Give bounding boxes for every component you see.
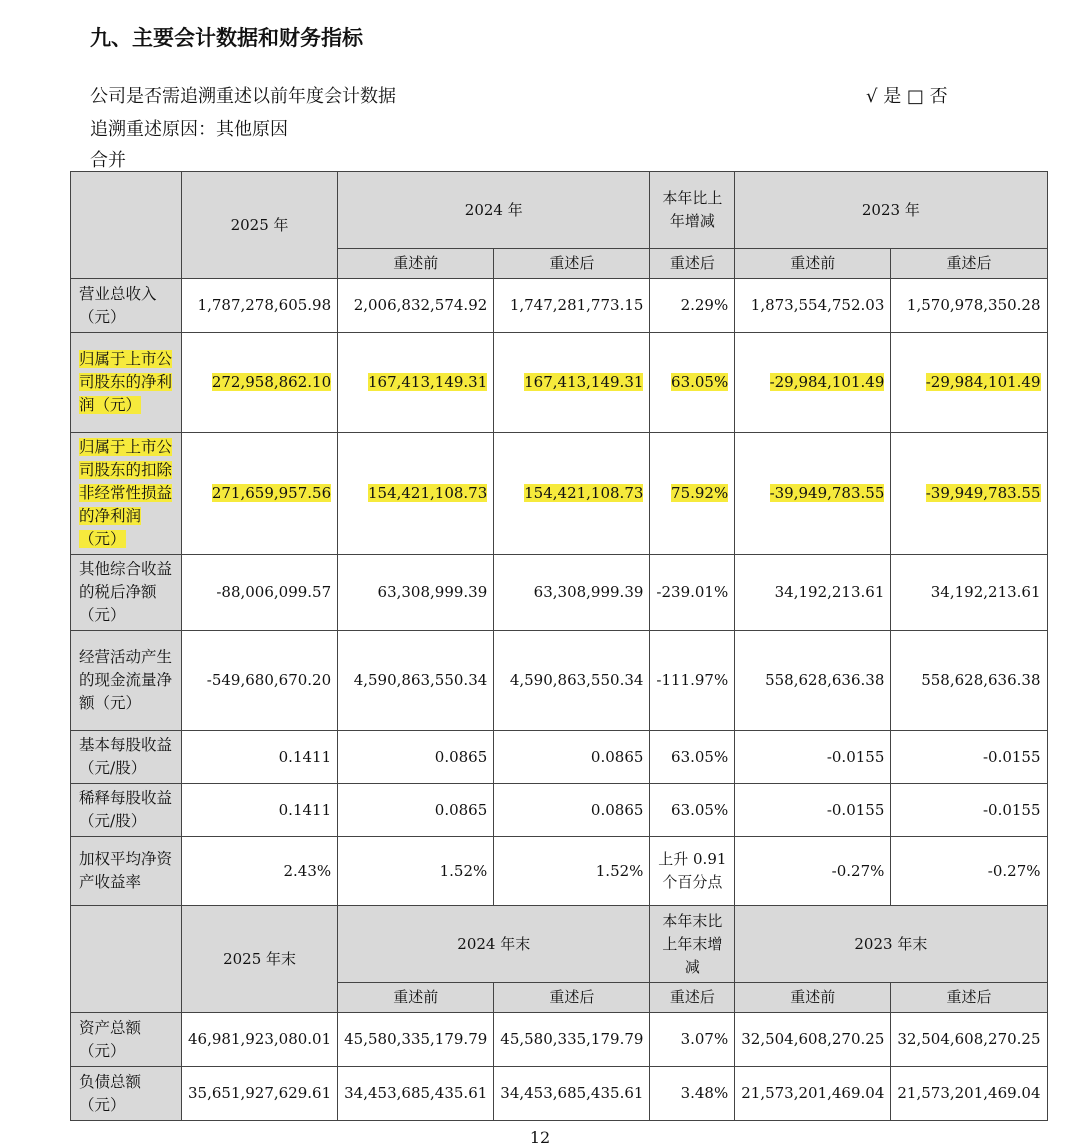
highlighted-value: 75.92% [671,484,729,502]
cell: 2.29% [650,279,735,333]
cell: -0.27% [891,837,1047,906]
highlighted-label: 归属于上市公司股东的净利润（元） [79,350,173,414]
restate-reason: 追溯重述原因：其他原因 [90,119,288,140]
header2-2024-after: 重述后 [494,983,650,1013]
table-row [71,555,1048,631]
section-heading: 九、主要会计数据和财务指标 [90,26,363,50]
cell: 1.52% [338,837,494,906]
cell: 45,580,335,179.79 [338,1013,494,1067]
restate-choice: √ 是 □ 否 [866,86,948,107]
cell [182,333,338,433]
header2-2023-before: 重述前 [735,983,891,1013]
cell: 3.07% [650,1013,735,1067]
cell: 0.0865 [338,731,494,784]
cell: 1,787,278,605.98 [182,279,338,333]
table-row [71,837,1048,906]
cell: 558,628,636.38 [735,631,891,731]
row-label [71,333,182,433]
header-2023-before: 重述前 [735,249,891,279]
table-row [71,731,1048,784]
cell: 34,453,685,435.61 [494,1067,650,1121]
highlighted-value: 272,958,862.10 [211,373,332,391]
header2-change: 本年末比上年末增减 [650,906,735,983]
cell: -111.97% [650,631,735,731]
cell: 35,651,927,629.61 [182,1067,338,1121]
cell: 上升 0.91 个百分点 [650,837,735,906]
row-label: 其他综合收益的税后净额（元） [71,555,182,631]
cell [338,433,494,555]
cell: 2.43% [182,837,338,906]
cell: 558,628,636.38 [891,631,1047,731]
cell: 4,590,863,550.34 [494,631,650,731]
header2-2023-after: 重述后 [891,983,1047,1013]
cell: 1,873,554,752.03 [735,279,891,333]
header2-2024-before: 重述前 [338,983,494,1013]
cell [891,433,1047,555]
cell [735,433,891,555]
header2-2024: 2024 年末 [338,906,650,983]
highlighted-value: -29,984,101.49 [925,373,1041,391]
header-2024-after: 重述后 [494,249,650,279]
cell: -239.01% [650,555,735,631]
header2-empty [71,906,182,1013]
highlighted-value: 167,413,149.31 [367,373,488,391]
highlighted-value: -39,949,783.55 [925,484,1041,502]
row-label: 经营活动产生的现金流量净额（元） [71,631,182,731]
restate-question: 公司是否需追溯重述以前年度会计数据 [90,86,396,107]
cell: 63,308,999.39 [494,555,650,631]
cell: 3.48% [650,1067,735,1121]
cell: 34,453,685,435.61 [338,1067,494,1121]
header2-change-after: 重述后 [650,983,735,1013]
row-label: 加权平均净资产收益率 [71,837,182,906]
cell: 0.1411 [182,731,338,784]
header-2023: 2023 年 [735,172,1047,249]
table-row [71,1013,1048,1067]
cell: 21,573,201,469.04 [891,1067,1047,1121]
page-number: 12 [529,1128,551,1147]
cell: 21,573,201,469.04 [735,1067,891,1121]
cell: -0.0155 [891,731,1047,784]
highlighted-value: 167,413,149.31 [524,373,644,391]
header-change-after: 重述后 [650,249,735,279]
highlighted-label: 归属于上市公司股东的扣除非经常性损益的净利润（元） [79,438,173,548]
table-row [71,433,1048,555]
cell: -88,006,099.57 [182,555,338,631]
header-empty [71,172,182,279]
cell [650,433,735,555]
highlighted-value: 271,659,957.56 [211,484,332,502]
cell [338,333,494,433]
cell [494,433,650,555]
cell: 0.0865 [494,784,650,837]
header2-2025: 2025 年末 [182,906,338,1013]
cell [494,333,650,433]
table-row [71,333,1048,433]
cell: 32,504,608,270.25 [735,1013,891,1067]
header-2024-before: 重述前 [338,249,494,279]
cell: 0.1411 [182,784,338,837]
cell: -0.27% [735,837,891,906]
cell: 63.05% [650,731,735,784]
cell [735,333,891,433]
header2-2023: 2023 年末 [735,906,1047,983]
row-label: 资产总额（元） [71,1013,182,1067]
cell: 4,590,863,550.34 [338,631,494,731]
cell [650,333,735,433]
cell: 2,006,832,574.92 [338,279,494,333]
cell: 63.05% [650,784,735,837]
row-label: 基本每股收益（元/股） [71,731,182,784]
cell: -0.0155 [735,784,891,837]
financial-indicators-table [70,171,1048,1121]
table-row [71,784,1048,837]
cell [182,433,338,555]
header-2023-after: 重述后 [891,249,1047,279]
cell: 63,308,999.39 [338,555,494,631]
cell [891,333,1047,433]
cell: 0.0865 [494,731,650,784]
row-label: 营业总收入（元） [71,279,182,333]
highlighted-value: 154,421,108.73 [367,484,488,502]
cell: 0.0865 [338,784,494,837]
highlighted-value: -39,949,783.55 [769,484,885,502]
cell: 1,747,281,773.15 [494,279,650,333]
table-row [71,1067,1048,1121]
table-row [71,631,1048,731]
highlighted-value: 154,421,108.73 [524,484,644,502]
cell: -0.0155 [735,731,891,784]
cell: 1.52% [494,837,650,906]
cell: 1,570,978,350.28 [891,279,1047,333]
cell: -549,680,670.20 [182,631,338,731]
cell: 34,192,213.61 [891,555,1047,631]
cell: 46,981,923,080.01 [182,1013,338,1067]
cell: 34,192,213.61 [735,555,891,631]
row-label: 稀释每股收益（元/股） [71,784,182,837]
cell: -0.0155 [891,784,1047,837]
header-change: 本年比上年增减 [650,172,735,249]
row-label: 负债总额（元） [71,1067,182,1121]
cell: 45,580,335,179.79 [494,1013,650,1067]
cell: 32,504,608,270.25 [891,1013,1047,1067]
header-2025: 2025 年 [182,172,338,279]
highlighted-value: 63.05% [671,373,729,391]
scope-label: 合并 [90,150,126,171]
header-2024: 2024 年 [338,172,650,249]
table-row [71,279,1048,333]
highlighted-value: -29,984,101.49 [769,373,885,391]
row-label [71,433,182,555]
